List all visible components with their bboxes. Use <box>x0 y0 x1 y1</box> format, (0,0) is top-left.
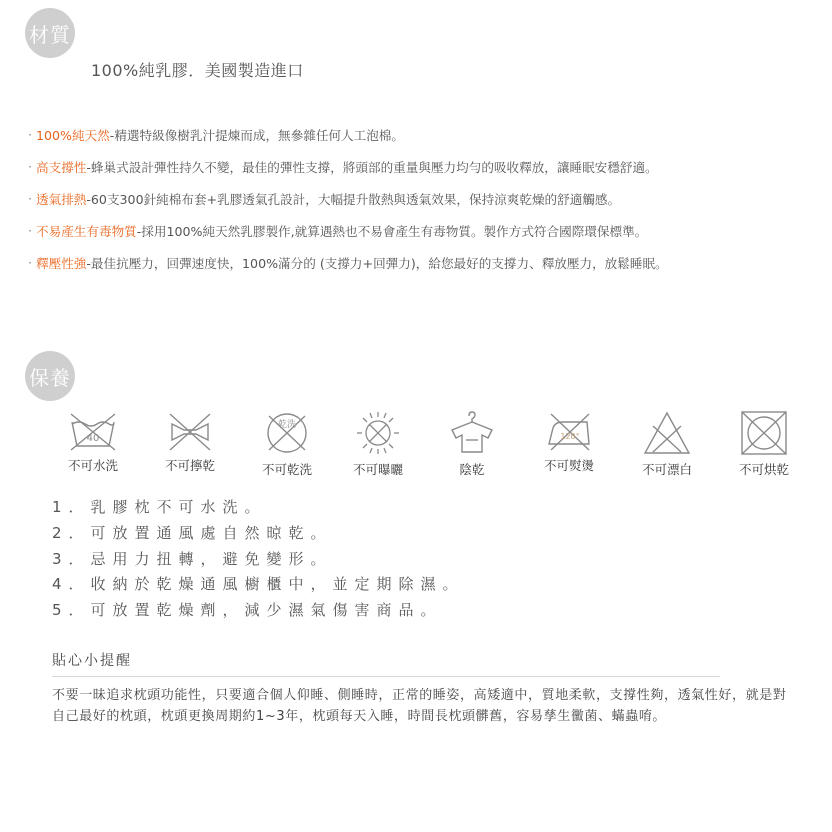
tips-divider <box>52 676 720 677</box>
feature-desc: -最佳抗壓力，回彈速度快，100%滿分的 (支撐力+回彈力)，給您最好的支撐力、釋放壓力，放鬆睡眠。 <box>86 255 668 271</box>
wash-temp-text: 40 <box>86 433 100 444</box>
care-icon-label: 不可漂白 <box>641 462 692 477</box>
care-icon-item <box>48 410 138 474</box>
care-badge: 保養 <box>25 351 75 401</box>
bullet: · <box>28 190 33 206</box>
feature-key: 不易產生有毒物質 <box>36 223 137 239</box>
care-icon-label: 不可水洗 <box>67 458 118 473</box>
care-rule: 4．收納於乾燥通風櫥櫃中，並定期除濕。 <box>52 575 465 594</box>
care-rule: 5．可放置乾燥劑，減少濕氣傷害商品。 <box>52 601 443 620</box>
care-rule: 3．忌用力扭轉，避免變形。 <box>52 549 333 568</box>
shade-dry-icon <box>446 410 498 456</box>
care-icon-item <box>524 410 614 474</box>
no-bleach-icon <box>641 410 693 456</box>
care-rule: 1．乳膠枕不可水洗。 <box>52 498 267 517</box>
feature-desc: -60支300針純棉布套+乳膠透氣孔設計，大幅提升散熱與透氣效果，保持涼爽乾燥的舒適觸感。 <box>86 191 621 207</box>
care-icon-label: 陰乾 <box>459 462 485 477</box>
feature-item <box>28 246 828 278</box>
care-icon-label: 不可擰乾 <box>164 458 215 473</box>
bullet: · <box>28 254 33 270</box>
feature-desc: -蜂巢式設計彈性持久不變，最佳的彈性支撐，將頭部的重量與壓力均勻的吸收釋放，讓睡眠安穩舒適。 <box>86 159 658 175</box>
care-icon-label: 不可熨燙 <box>543 458 594 473</box>
bullet: · <box>28 126 33 142</box>
care-icon-item <box>145 410 235 474</box>
feature-item <box>28 182 828 214</box>
feature-key: 高支撐性 <box>36 159 87 175</box>
bullet: · <box>28 222 33 238</box>
feature-key: 釋壓性強 <box>36 255 87 271</box>
no-wring-icon <box>164 410 216 452</box>
feature-item <box>28 214 828 246</box>
care-icon-label: 不可乾洗 <box>261 462 312 477</box>
feature-desc: -採用100%純天然乳膠製作,就算遇熱也不易會產生有毒物質。製作方式符合國際環保標準。 <box>136 223 648 239</box>
tips-title: 貼心小提醒 <box>52 653 132 669</box>
feature-key: 透氣排熱 <box>36 191 87 207</box>
no-dry-clean-icon <box>261 410 313 456</box>
care-icon-label: 不可烘乾 <box>738 462 789 477</box>
care-icon-item <box>427 410 517 478</box>
material-badge: 材質 <box>25 8 75 58</box>
care-icon-item <box>333 410 423 478</box>
no-wash-icon <box>67 410 119 452</box>
feature-item <box>28 118 828 150</box>
care-rules <box>52 494 465 622</box>
material-subtitle: 100%純乳膠．美國製造進口 <box>91 61 304 80</box>
feature-list <box>28 118 828 278</box>
care-icon-item <box>622 410 712 478</box>
dry-clean-text: 乾洗 <box>277 420 297 430</box>
no-tumble-dry-icon <box>738 410 790 456</box>
bullet: · <box>28 158 33 174</box>
care-rule: 2．可放置通風處自然晾乾。 <box>52 524 333 543</box>
care-icon-item <box>242 410 332 478</box>
care-icon-item <box>719 410 809 478</box>
no-iron-icon <box>543 410 595 452</box>
feature-desc: -精選特級像樹乳汁提煉而成，無參雜任何人工泡棉。 <box>109 127 404 143</box>
no-sun-dry-icon <box>352 410 404 456</box>
iron-temp-text: 120° <box>560 432 580 441</box>
feature-key: 100%純天然 <box>36 127 110 143</box>
tips-body: 不要一昧追求枕頭功能性，只要適合個人仰睡、側睡時，正常的睡姿，高矮適中，質地柔軟，支撐性夠，透氣性好，就是對自己最好的枕頭，枕頭更換周期約1~3年，枕頭每天入睡，時間長枕頭髒舊，容易孳生黴菌、蟎蟲唷。 <box>52 688 787 724</box>
feature-item <box>28 150 828 182</box>
care-icons <box>48 410 828 480</box>
care-icon-label: 不可曝曬 <box>352 462 403 477</box>
